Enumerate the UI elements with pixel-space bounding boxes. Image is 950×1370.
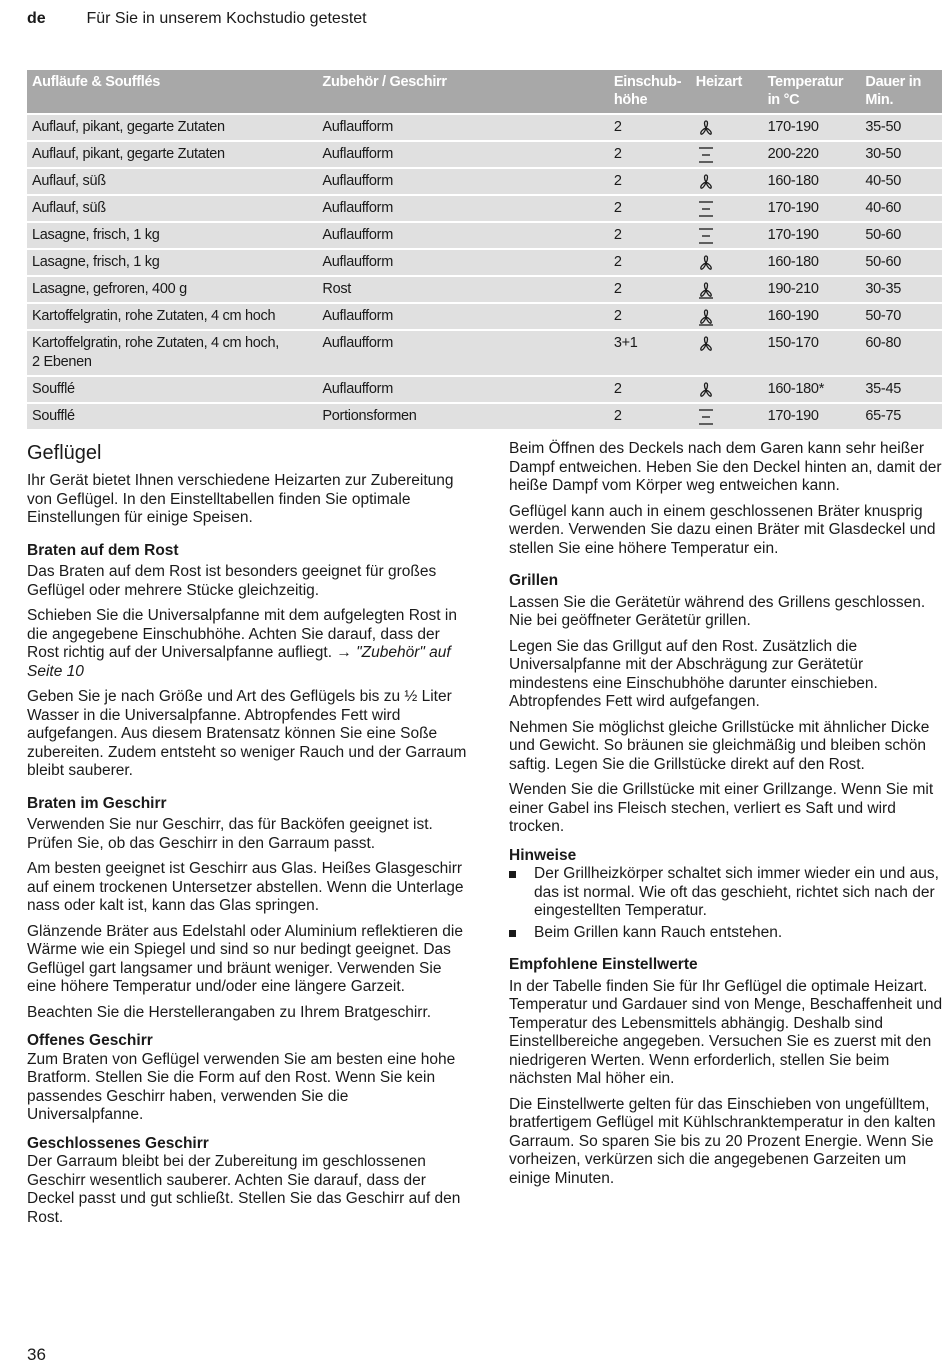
cell-level: 2 [609,303,691,330]
fan-icon [696,119,716,137]
top-bottom-heat-icon [696,408,716,426]
list-item [509,924,944,943]
table-row [27,276,942,303]
cell-temperature: 190-210 [763,276,861,303]
col-header-temperature: Temperatur in °C [763,70,861,114]
list-item-text: Der Grillheizkörper schaltet sich immer wieder ein und aus, das ist normal. Wie oft das geschieht, richtet sich nach der eingestellten Temperatur. [534,865,939,919]
cell-accessory: Auflaufform [317,376,608,403]
paragraph: Das Braten auf dem Rost ist besonders geeignet für großes Geflügel oder mehrere Stücke gleichzeitig. [27,563,437,599]
bullet-icon [509,871,516,878]
subheading: Braten im Geschirr [27,794,167,812]
paragraph: Geflügel kann auch in einem geschlossenen Bräter knusprig werden. Verwenden Sie dazu einen Bräter mit Glasdeckel und stellen Sie eine höhere Temperatur ein. [509,502,936,557]
cell-accessory: Auflaufform [317,195,608,222]
paragraph: Beim Öffnen des Deckels nach dem Garen kann sehr heißer Dampf entweichen. Heben Sie den Deckel hinten an, damit der heiße Dampf vom Körper weg entweichen kann. [509,440,942,494]
cell-temperature: 170-190 [763,114,861,141]
cell-level: 2 [609,168,691,195]
paragraph: Die Einstellwerte gelten für das Einschieben von ungefülltem, bratfertigem Geflügel mit Kühlschranktemperatur in den kalten Garraum. So sparen Sie bis zu 20 Prozent Energie. Wenn Sie vorheizen, verkürzen sich die angegebenen Garzeiten um einige Minuten. [509,1095,936,1187]
list-item [509,865,944,921]
fan-icon [696,381,716,399]
cell-level: 2 [609,222,691,249]
cell-temperature: 200-220 [763,141,861,168]
cell-dish: Auflauf, süß [27,195,317,222]
cell-duration: 40-50 [860,168,942,195]
subheading: Empfohlene Einstellwerte [509,956,698,973]
table-row [27,330,942,376]
cell-heating [691,249,763,276]
subheading: Hinweise [509,846,577,864]
paragraph: Glänzende Bräter aus Edelstahl oder Aluminium reflektieren die Wärme wie ein Spiegel und sind so nur bedingt geeignet. Das Geflügel gart langsamer und bräunt weniger. Verwenden Sie eine höhere Temperatur und/oder eine längere Garzeit. [27,922,463,995]
cell-temperature: 170-190 [763,222,861,249]
notes-list [509,865,944,942]
cell-temperature: 150-170 [763,330,861,376]
cell-duration: 40-60 [860,195,942,222]
cell-dish: Auflauf, süß [27,168,317,195]
cell-duration: 60-80 [860,330,942,376]
list-item-text: Beim Grillen kann Rauch entstehen. [534,923,783,941]
page-header [27,10,367,28]
paragraph: Geben Sie je nach Größe und Art des Geflügels bis zu ½ Liter Wasser in die Universalpfanne. Abtropfendes Fett wird aufgefangen. Aus diesem Bratensatz können Sie eine Soße zubereiten. Zudem entsteht so weniger Rauch und der Garraum bleibt sauberer. [27,688,467,779]
cell-accessory: Auflaufform [317,141,608,168]
top-bottom-heat-icon [696,227,716,245]
cell-heating [691,330,763,376]
cell-temperature: 160-180 [763,249,861,276]
cell-duration: 35-45 [860,376,942,403]
cell-dish: Lasagne, gefroren, 400 g [27,276,317,303]
table-header-row [27,70,942,114]
cell-level: 2 [609,141,691,168]
page-reference-link[interactable]: "Zubehör" auf Seite 10 [27,644,451,680]
cell-level: 2 [609,403,691,429]
table-row [27,195,942,222]
cell-duration: 50-70 [860,303,942,330]
cell-dish: Soufflé [27,376,317,403]
cell-duration: 50-60 [860,222,942,249]
cell-level: 2 [609,195,691,222]
table-row [27,376,942,403]
language-code: de [27,10,46,27]
cell-duration: 30-50 [860,141,942,168]
cell-level: 3+1 [609,330,691,376]
subheading: Grillen [509,572,559,589]
cell-dish: Lasagne, frisch, 1 kg [27,249,317,276]
cell-level: 2 [609,249,691,276]
cell-heating [691,195,763,222]
cell-temperature: 170-190 [763,403,861,429]
cell-level: 2 [609,376,691,403]
left-column [27,440,467,1234]
cell-heating [691,376,763,403]
table-row [27,303,942,330]
fan-icon [696,254,716,272]
cell-temperature: 160-190 [763,303,861,330]
top-bottom-heat-icon [696,200,716,218]
cell-duration: 30-35 [860,276,942,303]
arrow-icon: → [336,644,352,661]
paragraph: Am besten geeignet ist Geschirr aus Glas. Heißes Glasgeschirr auf einem trockenen Untersetzer abstellen. Wenn die Unterlage nass oder kalt ist, kann das Glas springen. [27,860,464,914]
subheading: Geschlossenes Geschirr [27,1134,209,1152]
cell-accessory: Rost [317,276,608,303]
paragraph: Nehmen Sie möglichst gleiche Grillstücke mit ähnlicher Dicke und Gewicht. So bräunen sie gleichmäßig und bleiben schön saftig. Legen Sie die Grillstücke direkt auf den Rost. [509,718,930,773]
cell-accessory: Auflaufform [317,303,608,330]
cell-level: 2 [609,114,691,141]
subheading: Offenes Geschirr [27,1032,153,1049]
paragraph: Legen Sie das Grillgut auf den Rost. Zusätzlich die Universalpfanne mit der Abschrägung zur Gerätetür mindestens eine Einschubhöhe darunter einschieben. Abtropfendes Fett wird aufgefangen. [509,637,878,710]
paragraph-text: Schieben Sie die Universalpfanne mit dem aufgelegten Rost in die angegebene Einschubhöhe. Achten Sie darauf, dass der Rost richtig auf der Universalpfanne aufliegt. [27,607,457,661]
paragraph: Zum Braten von Geflügel verwenden Sie am besten eine hohe Bratform. Stellen Sie die Form auf den Rost. Wenn Sie kein passendes Geschirr haben, verwenden Sie die Universalpfanne. [27,1050,456,1123]
top-bottom-heat-icon [696,146,716,164]
col-header-duration: Dauer in Min. [860,70,942,114]
cell-dish: Auflauf, pikant, gegarte Zutaten [27,141,317,168]
cell-accessory: Auflaufform [317,330,608,376]
fan-icon [696,335,716,353]
cell-temperature: 170-190 [763,195,861,222]
page-number: 36 [27,1345,46,1364]
cell-heating [691,222,763,249]
cell-dish: Auflauf, pikant, gegarte Zutaten [27,114,317,141]
paragraph [27,607,467,681]
paragraph: Lassen Sie die Gerätetür während des Grillens geschlossen. Nie bei geöffneter Gerätetür grillen. [509,593,926,629]
cell-temperature: 160-180* [763,376,861,403]
cell-duration: 35-50 [860,114,942,141]
cell-temperature: 160-180 [763,168,861,195]
cell-accessory: Auflaufform [317,168,608,195]
paragraph: In der Tabelle finden Sie für Ihr Geflügel die optimale Heizart. Temperatur und Gardauer sind von Menge, Beschaffenheit und Temperatur des Lebensmittels abhängig. Deshalb sind Einstellbereiche angegeben. Versuchen Sie es zuerst mit den niedrigeren Werten. Wenn erforderlich, stellen Sie beim nächsten Mal höher ein. [509,977,943,1087]
cell-dish: Soufflé [27,403,317,429]
subheading: Braten auf dem Rost [27,541,179,559]
right-column [509,440,944,1195]
table-row [27,114,942,141]
col-header-accessory: Zubehör / Geschirr [317,70,608,114]
cell-accessory: Portionsformen [317,403,608,429]
paragraph: Verwenden Sie nur Geschirr, das für Backöfen geeignet ist. Prüfen Sie, ob das Geschirr in den Garraum passt. [27,816,433,852]
pizza-fan-icon [696,281,716,299]
table-row [27,403,942,429]
cell-accessory: Auflaufform [317,222,608,249]
table-row [27,249,942,276]
cell-duration: 50-60 [860,249,942,276]
paragraph: Ihr Gerät bietet Ihnen verschiedene Heizarten zur Zubereitung von Geflügel. In den Einstelltabellen finden Sie optimale Einstellungen für einige Speisen. [27,472,454,526]
table-row [27,168,942,195]
cell-heating [691,403,763,429]
cell-heating [691,114,763,141]
col-header-heating: Heizart [691,70,763,114]
cell-accessory: Auflaufform [317,114,608,141]
bullet-icon [509,930,516,937]
pizza-fan-icon [696,308,716,326]
cell-heating [691,141,763,168]
cell-dish: Kartoffelgratin, rohe Zutaten, 4 cm hoch, 2 Ebenen [27,330,317,376]
cell-level: 2 [609,276,691,303]
col-header-dish: Aufläufe & Soufflés [27,70,317,114]
cell-dish: Kartoffelgratin, rohe Zutaten, 4 cm hoch [27,303,317,330]
paragraph: Beachten Sie die Herstellerangaben zu Ihrem Bratgeschirr. [27,1003,432,1021]
header-title: Für Sie in unserem Kochstudio getestet [86,10,367,27]
paragraph: Der Garraum bleibt bei der Zubereitung im geschlossenen Geschirr wesentlich sauberer. Achten Sie darauf, dass der Deckel passt und gut schließt. Stellen Sie das Geschirr auf den Rost. [27,1153,461,1226]
cell-duration: 65-75 [860,403,942,429]
table-row [27,141,942,168]
paragraph: Wenden Sie die Grillstücke mit einer Grillzange. Wenn Sie mit einer Gabel ins Fleisch stechen, verliert es Saft und wird trocken. [509,781,934,835]
cell-heating [691,276,763,303]
cell-heating [691,168,763,195]
section-title: Geflügel [27,442,102,464]
settings-table [27,70,942,429]
table-row [27,222,942,249]
col-header-level: Einschub- höhe [609,70,691,114]
cell-heating [691,303,763,330]
cell-accessory: Auflaufform [317,249,608,276]
fan-icon [696,173,716,191]
cell-dish: Lasagne, frisch, 1 kg [27,222,317,249]
